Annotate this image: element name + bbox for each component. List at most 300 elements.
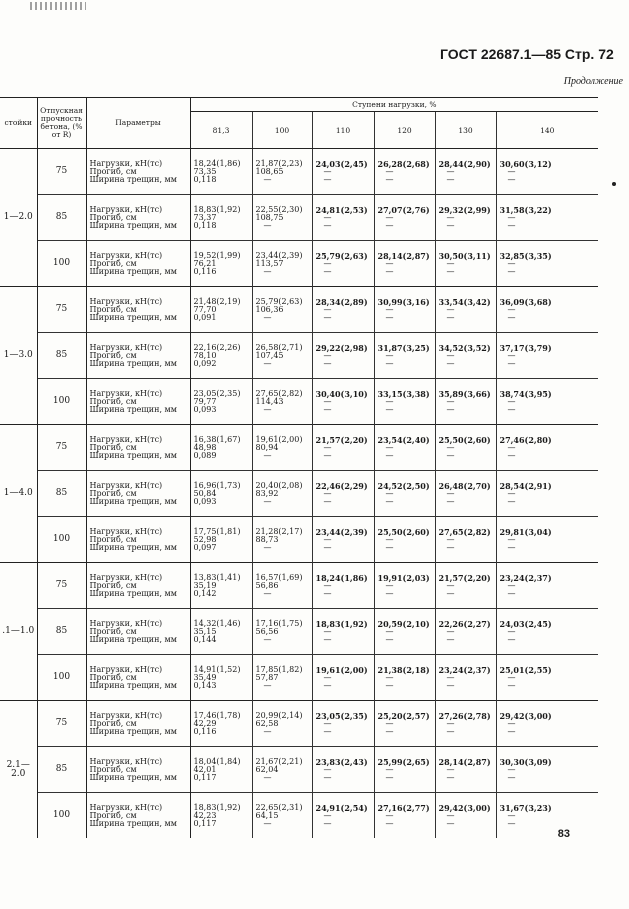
load-value: 20,59(2,10) (377, 618, 430, 629)
param-label: Ширина трещин, мм (89, 266, 177, 276)
table-row (0, 241, 598, 287)
crack-width-value: — (263, 358, 272, 368)
param-label: Нагрузки, кН(тс) (89, 296, 163, 306)
load-value: 28,44(2,90) (438, 158, 491, 169)
param-label: Ширина трещин, мм (89, 404, 177, 414)
deflection-value: — (507, 580, 516, 590)
deflection-value: 62,58 (255, 718, 279, 728)
param-label: Ширина трещин, мм (89, 726, 177, 736)
param-label: Нагрузки, кН(тс) (89, 342, 163, 352)
crack-width-value: — (323, 542, 332, 552)
deflection-value: — (446, 304, 455, 314)
value-cell (496, 517, 598, 563)
table-row (0, 701, 598, 747)
load-value: 30,50(3,11) (438, 250, 491, 261)
deflection-value: 106,36 (255, 304, 284, 314)
param-label: Прогиб, см (89, 626, 137, 636)
param-label: Ширина трещин, мм (89, 450, 177, 460)
param-labels (86, 793, 190, 839)
step-header-2: 110 (312, 112, 374, 149)
load-value: 24,81(2,53) (315, 204, 368, 215)
deflection-value: — (323, 442, 332, 452)
table-row (0, 517, 598, 563)
load-value: 17,16(1,75) (255, 618, 303, 628)
column-label: .1—1.0 (0, 563, 37, 701)
param-label: Прогиб, см (89, 166, 137, 176)
load-value: 19,52(1,99) (193, 250, 241, 260)
crack-width-value: 0,089 (193, 450, 217, 460)
crack-width-value: 0,093 (193, 496, 217, 506)
deflection-value: — (385, 442, 394, 452)
param-label: Прогиб, см (89, 580, 137, 590)
value-cell (252, 793, 312, 839)
value-cell (435, 241, 496, 287)
load-value: 28,14(2,87) (438, 756, 491, 767)
value-cell (252, 563, 312, 609)
deflection-value: — (507, 212, 516, 222)
value-cell (374, 149, 435, 195)
deflection-value: 114,43 (255, 396, 284, 406)
crack-width-value: — (507, 588, 516, 598)
scan-smudge (30, 2, 86, 10)
crack-width-value: — (446, 220, 455, 230)
crack-width-value: 0,118 (193, 220, 217, 230)
load-value: 25,99(2,65) (377, 756, 430, 767)
deflection-value: — (507, 764, 516, 774)
deflection-value: 56,56 (255, 626, 279, 636)
value-cell (252, 149, 312, 195)
load-value: 25,01(2,55) (499, 664, 552, 675)
deflection-value: — (507, 718, 516, 728)
param-labels (86, 195, 190, 241)
load-value: 21,48(2,19) (193, 296, 241, 306)
value-cell (190, 701, 252, 747)
value-cell (374, 287, 435, 333)
deflection-value: — (385, 672, 394, 682)
load-value: 27,65(2,82) (438, 526, 491, 537)
deflection-value: 76,21 (193, 258, 217, 268)
deflection-value: — (323, 672, 332, 682)
deflection-value: — (323, 166, 332, 176)
crack-width-value: — (385, 496, 394, 506)
deflection-value: — (323, 212, 332, 222)
deflection-value: — (507, 488, 516, 498)
value-cell (496, 563, 598, 609)
load-value: 28,14(2,87) (377, 250, 430, 261)
value-cell (435, 793, 496, 839)
crack-width-value: — (507, 680, 516, 690)
crack-width-value: 0,144 (193, 634, 217, 644)
param-labels (86, 517, 190, 563)
value-cell (374, 379, 435, 425)
deflection-value: — (385, 764, 394, 774)
load-value: 28,54(2,91) (499, 480, 552, 491)
crack-width-value: — (263, 174, 272, 184)
load-value: 38,74(3,95) (499, 388, 552, 399)
column-header: стойки (0, 98, 37, 149)
deflection-value: — (323, 304, 332, 314)
deflection-value: — (385, 580, 394, 590)
crack-width-value: — (507, 220, 516, 230)
crack-width-value: — (507, 772, 516, 782)
load-value: 22,65(2,31) (255, 802, 303, 812)
value-cell (435, 379, 496, 425)
load-value: 16,57(1,69) (255, 572, 303, 582)
deflection-value: 73,37 (193, 212, 217, 222)
crack-width-value: — (385, 818, 394, 828)
load-value: 22,26(2,27) (438, 618, 491, 629)
crack-width-value: — (263, 220, 272, 230)
deflection-value: — (507, 304, 516, 314)
param-label: Нагрузки, кН(тс) (89, 802, 163, 812)
deflection-value: 113,57 (255, 258, 284, 268)
param-label: Ширина трещин, мм (89, 680, 177, 690)
load-value: 16,96(1,73) (193, 480, 241, 490)
value-cell (252, 609, 312, 655)
param-labels (86, 655, 190, 701)
value-cell (435, 701, 496, 747)
crack-width-value: — (507, 818, 516, 828)
deflection-value: — (385, 166, 394, 176)
crack-width-value: — (385, 450, 394, 460)
param-labels (86, 241, 190, 287)
deflection-value: — (507, 626, 516, 636)
load-value: 18,83(1,92) (193, 204, 241, 214)
param-labels (86, 747, 190, 793)
value-cell (252, 241, 312, 287)
load-value: 30,99(3,16) (377, 296, 430, 307)
crack-width-value: 0,116 (193, 266, 217, 276)
param-label: Прогиб, см (89, 810, 137, 820)
value-cell (496, 149, 598, 195)
load-value: 24,03(2,45) (499, 618, 552, 629)
deflection-value: 57,87 (255, 672, 279, 682)
param-labels (86, 609, 190, 655)
strength-value: 85 (37, 747, 86, 793)
crack-width-value: — (263, 404, 272, 414)
param-label: Прогиб, см (89, 442, 137, 452)
param-label: Прогиб, см (89, 672, 137, 682)
crack-width-value: — (507, 496, 516, 506)
param-label: Ширина трещин, мм (89, 634, 177, 644)
param-label: Нагрузки, кН(тс) (89, 480, 163, 490)
param-label: Прогиб, см (89, 764, 137, 774)
load-value: 25,50(2,60) (377, 526, 430, 537)
value-cell (252, 517, 312, 563)
param-label: Ширина трещин, мм (89, 588, 177, 598)
deflection-value: — (446, 488, 455, 498)
value-cell (496, 287, 598, 333)
param-label: Нагрузки, кН(тс) (89, 710, 163, 720)
value-cell (435, 563, 496, 609)
value-cell (252, 471, 312, 517)
load-value: 36,09(3,68) (499, 296, 552, 307)
value-cell (496, 609, 598, 655)
value-cell (190, 287, 252, 333)
value-cell (435, 333, 496, 379)
crack-width-value: — (263, 542, 272, 552)
load-value: 23,44(2,39) (255, 250, 303, 260)
table-row (0, 471, 598, 517)
column-label: 2.1—2.0 (0, 701, 37, 839)
strength-value: 75 (37, 149, 86, 195)
deflection-value: — (385, 350, 394, 360)
value-cell (435, 195, 496, 241)
value-cell (374, 563, 435, 609)
table-row (0, 655, 598, 701)
crack-width-value: — (446, 772, 455, 782)
value-cell (374, 517, 435, 563)
load-value: 26,58(2,71) (255, 342, 303, 352)
table-row (0, 333, 598, 379)
param-label: Прогиб, см (89, 534, 137, 544)
load-value: 23,05(2,35) (193, 388, 241, 398)
load-value: 23,05(2,35) (315, 710, 368, 721)
load-value: 20,99(2,14) (255, 710, 303, 720)
deflection-value: — (385, 396, 394, 406)
crack-width-value: — (263, 726, 272, 736)
margin-dot (612, 182, 616, 186)
crack-width-value: — (323, 634, 332, 644)
crack-width-value: 0,142 (193, 588, 217, 598)
load-value: 18,24(1,86) (193, 158, 241, 168)
crack-width-value: — (323, 772, 332, 782)
deflection-value: 108,65 (255, 166, 284, 176)
deflection-value: — (507, 166, 516, 176)
deflection-value: — (446, 626, 455, 636)
crack-width-value: — (263, 772, 272, 782)
deflection-value: — (385, 488, 394, 498)
deflection-value: 107,45 (255, 350, 284, 360)
crack-width-value: — (507, 542, 516, 552)
param-label: Ширина трещин, мм (89, 220, 177, 230)
param-label: Прогиб, см (89, 258, 137, 268)
param-label: Ширина трещин, мм (89, 542, 177, 552)
deflection-value: — (446, 258, 455, 268)
deflection-value: — (507, 672, 516, 682)
value-cell (252, 195, 312, 241)
crack-width-value: — (323, 358, 332, 368)
value-cell (190, 425, 252, 471)
value-cell (435, 655, 496, 701)
crack-width-value: — (385, 174, 394, 184)
param-label: Нагрузки, кН(тс) (89, 388, 163, 398)
crack-width-value: — (323, 588, 332, 598)
load-value: 17,46(1,78) (193, 710, 241, 720)
crack-width-value: — (507, 634, 516, 644)
value-cell (496, 241, 598, 287)
load-value: 20,40(2,08) (255, 480, 303, 490)
table-row (0, 425, 598, 471)
deflection-value: — (446, 212, 455, 222)
value-cell (312, 425, 374, 471)
deflection-value: — (323, 258, 332, 268)
param-labels (86, 701, 190, 747)
crack-width-value: — (385, 220, 394, 230)
crack-width-value: — (507, 266, 516, 276)
strength-value: 75 (37, 425, 86, 471)
value-cell (312, 609, 374, 655)
step-header-5: 140 (496, 112, 598, 149)
crack-width-value: — (446, 496, 455, 506)
param-labels (86, 471, 190, 517)
deflection-value: — (323, 580, 332, 590)
value-cell (190, 609, 252, 655)
load-value: 37,17(3,79) (499, 342, 552, 353)
load-value: 32,85(3,35) (499, 250, 552, 261)
strength-value: 75 (37, 287, 86, 333)
deflection-value: — (507, 258, 516, 268)
value-cell (252, 425, 312, 471)
deflection-value: — (446, 810, 455, 820)
load-value: 29,42(3,00) (499, 710, 552, 721)
value-cell (312, 241, 374, 287)
deflection-value: — (446, 718, 455, 728)
load-value: 23,54(2,40) (377, 434, 430, 445)
load-value: 26,48(2,70) (438, 480, 491, 491)
crack-width-value: — (507, 174, 516, 184)
strength-value: 85 (37, 333, 86, 379)
deflection-value: — (323, 350, 332, 360)
value-cell (312, 793, 374, 839)
load-value: 27,16(2,77) (377, 802, 430, 813)
strength-value: 100 (37, 517, 86, 563)
crack-width-value: — (446, 266, 455, 276)
crack-width-value: — (446, 358, 455, 368)
deflection-value: — (446, 534, 455, 544)
load-value: 30,30(3,09) (499, 756, 552, 767)
deflection-value: 79,77 (193, 396, 217, 406)
crack-width-value: — (507, 726, 516, 736)
load-value: 24,03(2,45) (315, 158, 368, 169)
step-header-4: 130 (435, 112, 496, 149)
load-value: 18,04(1,84) (193, 756, 241, 766)
value-cell (496, 379, 598, 425)
table-row (0, 149, 598, 195)
deflection-value: 80,94 (255, 442, 279, 452)
deflection-value: — (323, 488, 332, 498)
value-cell (190, 517, 252, 563)
value-cell (252, 655, 312, 701)
load-value: 13,83(1,41) (193, 572, 241, 582)
load-value: 33,15(3,38) (377, 388, 430, 399)
param-label: Ширина трещин, мм (89, 818, 177, 828)
step-header-1: 100 (252, 112, 312, 149)
load-value: 23,83(2,43) (315, 756, 368, 767)
load-value: 14,32(1,46) (193, 618, 241, 628)
load-value: 22,16(2,26) (193, 342, 241, 352)
value-cell (312, 655, 374, 701)
deflection-value: 52,98 (193, 534, 217, 544)
strength-value: 85 (37, 471, 86, 517)
crack-width-value: — (385, 404, 394, 414)
value-cell (252, 333, 312, 379)
deflection-value: 56,86 (255, 580, 279, 590)
deflection-value: — (446, 580, 455, 590)
strength-value: 75 (37, 563, 86, 609)
strength-value: 100 (37, 793, 86, 839)
load-value: 33,54(3,42) (438, 296, 491, 307)
load-value: 25,79(2,63) (315, 250, 368, 261)
param-label: Нагрузки, кН(тс) (89, 618, 163, 628)
crack-width-value: — (507, 312, 516, 322)
deflection-value: 64,15 (255, 810, 279, 820)
value-cell (435, 425, 496, 471)
value-cell (312, 333, 374, 379)
deflection-value: — (446, 350, 455, 360)
crack-width-value: — (446, 312, 455, 322)
load-value: 25,79(2,63) (255, 296, 303, 306)
param-label: Ширина трещин, мм (89, 358, 177, 368)
param-label: Нагрузки, кН(тс) (89, 250, 163, 260)
value-cell (252, 701, 312, 747)
crack-width-value: — (323, 312, 332, 322)
value-cell (252, 747, 312, 793)
crack-width-value: — (323, 404, 332, 414)
param-labels (86, 287, 190, 333)
deflection-value: 88,73 (255, 534, 279, 544)
column-label: 1—3.0 (0, 287, 37, 425)
param-label: Прогиб, см (89, 396, 137, 406)
deflection-value: — (385, 304, 394, 314)
load-value: 35,89(3,66) (438, 388, 491, 399)
load-value: 21,57(2,20) (315, 434, 368, 445)
deflection-value: — (446, 672, 455, 682)
strength-value: 85 (37, 195, 86, 241)
crack-width-value: — (446, 588, 455, 598)
load-value: 27,26(2,78) (438, 710, 491, 721)
load-value: 16,38(1,67) (193, 434, 241, 444)
load-value: 21,28(2,17) (255, 526, 303, 536)
value-cell (312, 287, 374, 333)
value-cell (374, 793, 435, 839)
value-cell (374, 195, 435, 241)
load-value: 18,24(1,86) (315, 572, 368, 583)
deflection-value: 83,92 (255, 488, 279, 498)
step-header-3: 120 (374, 112, 435, 149)
deflection-value: — (385, 626, 394, 636)
value-cell (252, 379, 312, 425)
params-header: Параметры (86, 98, 190, 149)
deflection-value: — (507, 350, 516, 360)
table-row (0, 195, 598, 241)
load-value: 27,65(2,82) (255, 388, 303, 398)
load-value: 30,60(3,12) (499, 158, 552, 169)
value-cell (496, 333, 598, 379)
deflection-value: 35,49 (193, 672, 217, 682)
deflection-value: 35,19 (193, 580, 217, 590)
crack-width-value: — (385, 588, 394, 598)
crack-width-value: — (507, 404, 516, 414)
deflection-value: — (446, 396, 455, 406)
deflection-value: 77,70 (193, 304, 217, 314)
load-value: 31,58(3,22) (499, 204, 552, 215)
value-cell (312, 149, 374, 195)
crack-width-value: 0,116 (193, 726, 217, 736)
crack-width-value: — (263, 680, 272, 690)
crack-width-value: — (323, 450, 332, 460)
crack-width-value: — (446, 404, 455, 414)
param-labels (86, 333, 190, 379)
load-value: 18,83(1,92) (315, 618, 368, 629)
deflection-value: — (323, 764, 332, 774)
crack-width-value: 0,097 (193, 542, 217, 552)
load-value: 29,22(2,98) (315, 342, 368, 353)
deflection-value: 78,10 (193, 350, 217, 360)
value-cell (190, 333, 252, 379)
crack-width-value: — (263, 588, 272, 598)
crack-width-value: — (323, 174, 332, 184)
